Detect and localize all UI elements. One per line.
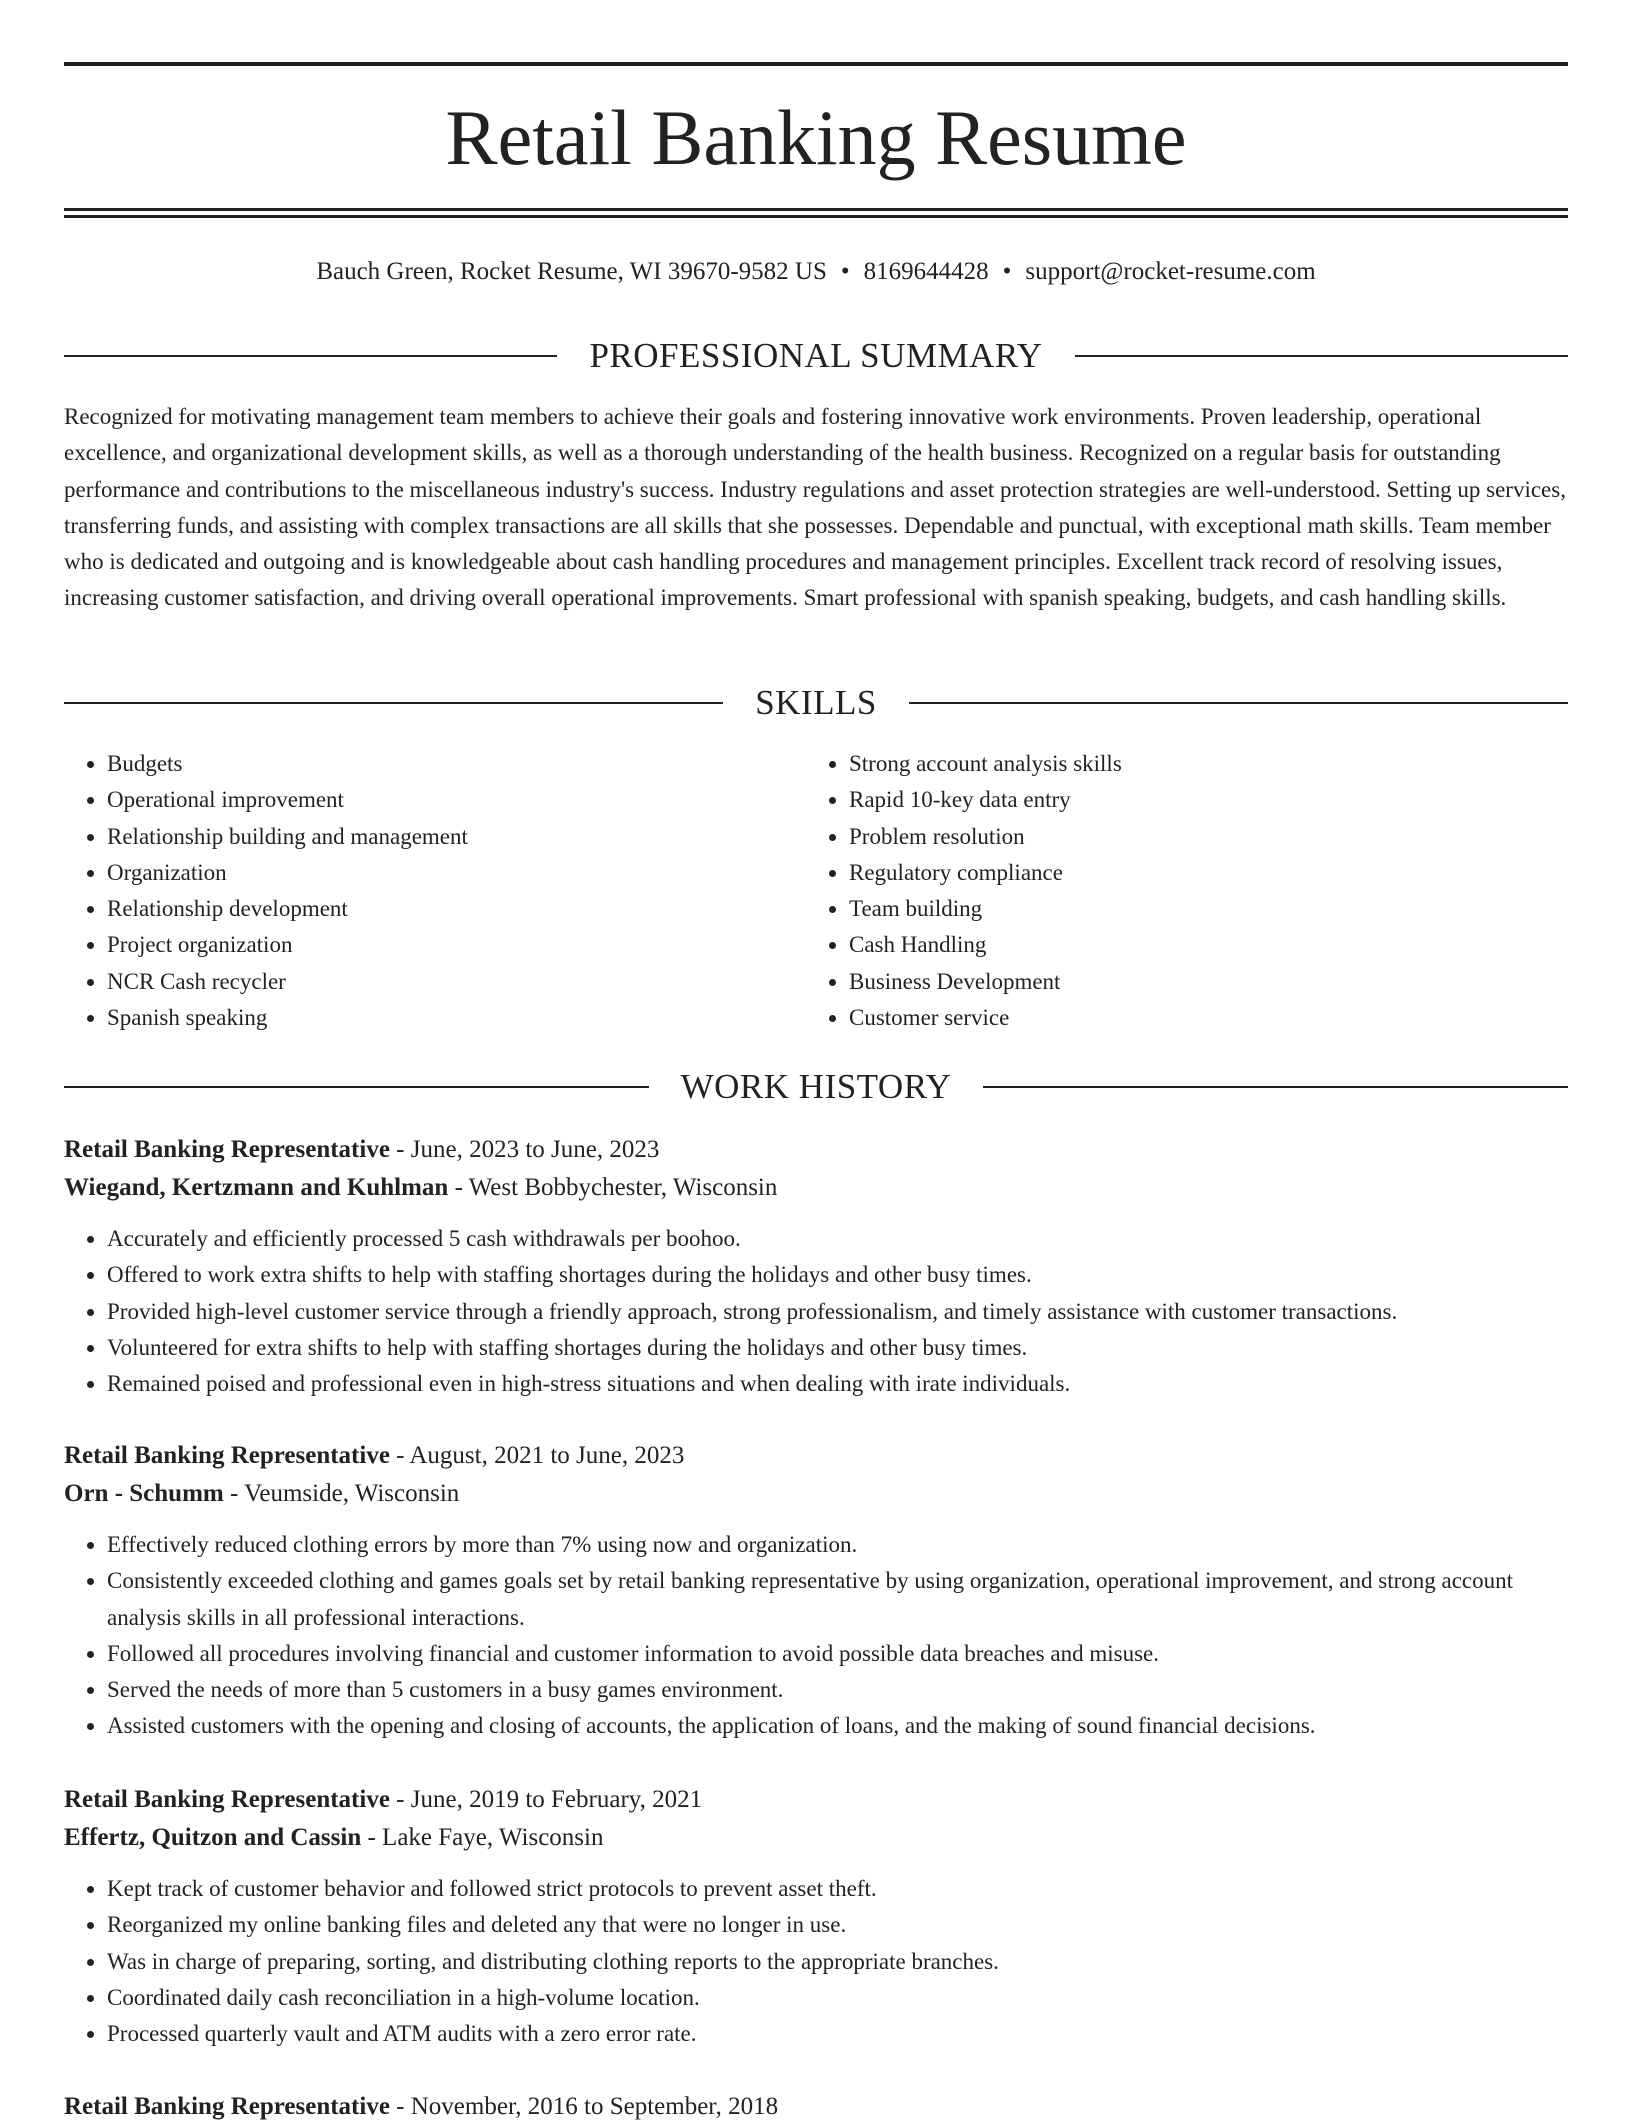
contact-email: support@rocket-resume.com xyxy=(1025,258,1316,285)
contact-address: Bauch Green, Rocket Resume, WI 39670-9582 US xyxy=(316,258,827,285)
summary-heading xyxy=(64,334,1568,378)
job-dates: - November, 2016 to September, 2018 xyxy=(389,2093,779,2120)
job-bullet: • Volunteered for extra shifts to help with staffing shortages during the holidays and other busy times. xyxy=(107,1330,1568,1366)
skills-heading xyxy=(64,681,1568,725)
heading-rule-right xyxy=(909,702,1568,704)
skill-item: • Operational improvement xyxy=(107,782,806,818)
title-rule-upper xyxy=(64,208,1568,211)
job-company-row xyxy=(64,1169,1568,1207)
job-location: - West Bobbychester, Wisconsin xyxy=(448,1174,778,1201)
job-bullet: • Processed quarterly vault and ATM audits with a zero error rate. xyxy=(107,2016,1568,2052)
heading-rule-left xyxy=(64,355,557,357)
skill-item: • Strong account analysis skills xyxy=(849,746,1548,782)
heading-rule-right xyxy=(1075,355,1568,357)
skills-heading-label: SKILLS xyxy=(755,683,877,722)
heading-rule-left xyxy=(64,1086,649,1088)
skill-item: • Relationship development xyxy=(107,891,806,927)
contact-separator: • xyxy=(840,258,850,285)
skill-item: • Regulatory compliance xyxy=(849,855,1548,891)
job-company: Wiegand, Kertzmann and Kuhlman xyxy=(64,1174,449,1201)
job-title-row xyxy=(64,1131,1568,1169)
skills-list xyxy=(64,746,1568,1036)
skill-item: • Cash Handling xyxy=(849,927,1548,963)
skill-item: • Organization xyxy=(107,855,806,891)
job-company: Effertz, Quitzon and Cassin xyxy=(64,1824,362,1851)
job-location: - Veumside, Wisconsin xyxy=(223,1480,460,1507)
skills-column-right xyxy=(806,746,1548,1036)
job-bullet: • Served the needs of more than 5 customers in a busy games environment. xyxy=(107,1672,1568,1708)
job-bullets xyxy=(64,1527,1568,1745)
job-title-row xyxy=(64,2088,1568,2126)
skill-item: • Team building xyxy=(849,891,1548,927)
job-location: - Lake Faye, Wisconsin xyxy=(361,1824,604,1851)
skill-item: • Spanish speaking xyxy=(107,1000,806,1036)
job-bullets xyxy=(64,1871,1568,2052)
skills-column-left xyxy=(64,746,806,1036)
work-heading xyxy=(64,1065,1568,1109)
summary-heading-label: PROFESSIONAL SUMMARY xyxy=(589,336,1043,375)
job-title-row xyxy=(64,1781,1568,1819)
job-bullet: • Reorganized my online banking files and deleted any that were no longer in use. xyxy=(107,1907,1568,1943)
job-company-row xyxy=(64,1475,1568,1513)
heading-rule-left xyxy=(64,702,723,704)
job-company: Orn - Schumm xyxy=(64,1480,224,1507)
job-entry xyxy=(64,1131,1568,1402)
top-rule xyxy=(64,62,1568,66)
job-bullet: • Provided high-level customer service through a friendly approach, strong professionalism, and timely assistance with customer transactions. xyxy=(107,1294,1568,1330)
job-entry xyxy=(64,2088,1568,2126)
skill-item: • Customer service xyxy=(849,1000,1548,1036)
skill-item: • Project organization xyxy=(107,927,806,963)
skill-item: • Budgets xyxy=(107,746,806,782)
skill-item: • Relationship building and management xyxy=(107,819,806,855)
skill-item: • Business Development xyxy=(849,964,1548,1000)
job-title: Retail Banking Representative xyxy=(64,2093,390,2120)
skill-item: • NCR Cash recycler xyxy=(107,964,806,1000)
summary-text: Recognized for motivating management team members to achieve their goals and fostering innovative work environments. Proven leadership, operational excellence, and organizational development skills, as well as a thorough understanding of the health business. Recognized on a regular basis for outstanding performance and contributions to the miscellaneous industry's success. Industry regulations and asset protection strategies are well-understood. Setting up services, transferring funds, and assisting with complex transactions are all skills that she possesses. Dependable and punctual, with exceptional math skills. Team member who is dedicated and outgoing and is knowledgeable about cash handling procedures and management principles. Excellent track record of resolving issues, increasing customer satisfaction, and driving overall operational improvements. Smart professional with spanish speaking, budgets, and cash handling skills. xyxy=(64,404,1566,611)
skill-item: • Rapid 10-key data entry xyxy=(849,782,1548,818)
job-entry xyxy=(64,1781,1568,2052)
job-dates: - June, 2023 to June, 2023 xyxy=(389,1136,660,1163)
job-bullet: • Kept track of customer behavior and followed strict protocols to prevent asset theft. xyxy=(107,1871,1568,1907)
contact-phone: 8169644428 xyxy=(863,258,989,285)
job-title: Retail Banking Representative xyxy=(64,1136,390,1163)
job-bullet: • Coordinated daily cash reconciliation in a high-volume location. xyxy=(107,1980,1568,2016)
job-title: Retail Banking Representative xyxy=(64,1786,390,1813)
contact-line xyxy=(64,252,1568,292)
job-bullet: • Accurately and efficiently processed 5 cash withdrawals per boohoo. xyxy=(107,1221,1568,1257)
heading-rule-right xyxy=(983,1086,1568,1088)
job-bullet: • Assisted customers with the opening and closing of accounts, the application of loans, and the making of sound financial decisions. xyxy=(107,1708,1568,1744)
job-company-row xyxy=(64,1819,1568,1857)
job-dates: - August, 2021 to June, 2023 xyxy=(389,1442,685,1469)
job-bullet: • Remained poised and professional even in high-stress situations and when dealing with irate individuals. xyxy=(107,1366,1568,1402)
job-bullet: • Offered to work extra shifts to help with staffing shortages during the holidays and other busy times. xyxy=(107,1257,1568,1293)
title-rule-lower xyxy=(64,215,1568,218)
job-bullet: • Was in charge of preparing, sorting, and distributing clothing reports to the appropriate branches. xyxy=(107,1944,1568,1980)
job-title: Retail Banking Representative xyxy=(64,1442,390,1469)
skill-item: • Problem resolution xyxy=(849,819,1548,855)
contact-separator: • xyxy=(1002,258,1012,285)
page-title: Retail Banking Resume xyxy=(445,94,1187,181)
job-bullet: • Consistently exceeded clothing and games goals set by retail banking representative by using organization, operational improvement, and strong account analysis skills in all professional interactions. xyxy=(107,1563,1568,1636)
job-title-row xyxy=(64,1437,1568,1475)
work-heading-label: WORK HISTORY xyxy=(680,1067,952,1106)
job-dates: - June, 2019 to February, 2021 xyxy=(389,1786,703,1813)
job-bullets xyxy=(64,1221,1568,1402)
job-bullet: • Effectively reduced clothing errors by more than 7% using now and organization. xyxy=(107,1527,1568,1563)
job-entry xyxy=(64,1437,1568,1745)
job-bullet: • Followed all procedures involving financial and customer information to avoid possible data breaches and misuse. xyxy=(107,1636,1568,1672)
